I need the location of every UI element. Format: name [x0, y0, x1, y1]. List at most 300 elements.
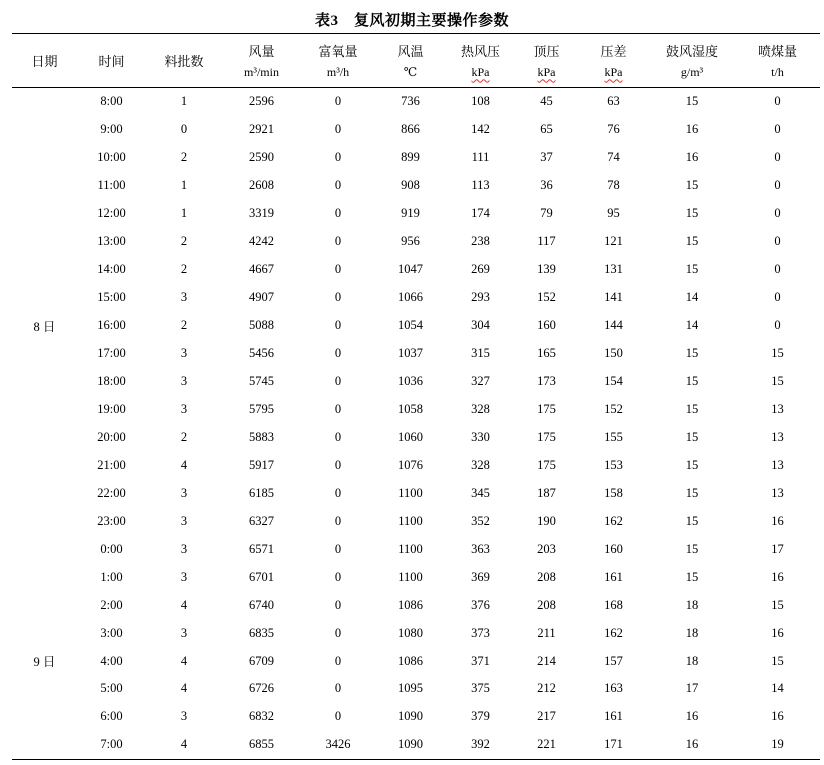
cell-blast-volume: 6185: [249, 485, 274, 500]
cell-date: 8 日: [33, 319, 56, 334]
table-row: [12, 423, 820, 451]
header-label: 料批数: [164, 54, 204, 69]
cell-blast-volume: 5795: [249, 401, 274, 416]
cell-pressure-difference: 141: [604, 290, 623, 305]
cell-blast-temperature: 866: [401, 122, 420, 137]
cell-time: 14:00: [97, 262, 126, 277]
cell-date: [12, 256, 77, 284]
cell-oxygen-enrichment: 0: [334, 709, 342, 724]
cell-oxygen-enrichment: 0: [334, 374, 342, 388]
cell-time: 9:00: [100, 122, 123, 137]
cell-date: [12, 368, 77, 396]
cell-top-pressure: 221: [537, 737, 556, 752]
header-batch-count: [146, 34, 222, 87]
header-label: 压差: [600, 43, 627, 59]
cell-blast-humidity: 15: [685, 374, 699, 388]
cell-time: 6:00: [100, 709, 123, 724]
cell-blast-temperature: 1100: [398, 485, 423, 500]
cell-blast-volume: 3319: [249, 206, 274, 221]
cell-date: [12, 563, 77, 591]
cell-time: 22:00: [97, 485, 126, 500]
header-unit: kPa: [537, 65, 556, 80]
table-header: [12, 34, 820, 88]
cell-blast-temperature: 919: [401, 206, 420, 221]
cell-top-pressure: 214: [537, 653, 556, 668]
cell-blast-humidity: 15: [685, 401, 699, 416]
cell-top-pressure: 45: [540, 94, 553, 109]
cell-batch-count: 3: [180, 513, 188, 528]
cell-time: 19:00: [97, 401, 126, 416]
cell-time: 3:00: [100, 625, 123, 640]
table-row: [12, 172, 820, 200]
cell-coal-injection: 13: [771, 429, 784, 444]
cell-time: 10:00: [97, 150, 126, 165]
cell-blast-humidity: 15: [685, 541, 699, 556]
cell-oxygen-enrichment: 0: [334, 150, 342, 165]
cell-batch-count: 3: [180, 541, 188, 556]
cell-time: 8:00: [100, 94, 123, 109]
cell-hot-blast-pressure: 142: [471, 122, 490, 137]
cell-blast-volume: 2590: [249, 150, 274, 165]
cell-blast-volume: 4907: [249, 290, 274, 305]
cell-date: [12, 116, 77, 144]
cell-oxygen-enrichment: 0: [334, 653, 342, 668]
table-row: [12, 395, 820, 423]
cell-top-pressure: 65: [540, 122, 553, 137]
cell-top-pressure: 203: [537, 541, 556, 556]
cell-batch-count: 2: [180, 150, 188, 165]
cell-coal-injection: 17: [771, 541, 784, 556]
cell-hot-blast-pressure: 304: [471, 318, 490, 333]
cell-blast-temperature: 1037: [398, 346, 423, 361]
cell-batch-count: 3: [180, 709, 188, 724]
cell-oxygen-enrichment: 0: [334, 485, 342, 500]
cell-hot-blast-pressure: 108: [471, 94, 490, 109]
cell-batch-count: 3: [180, 374, 188, 388]
cell-blast-humidity: 15: [685, 513, 699, 528]
header-blast-humidity: [649, 34, 735, 87]
table-row: [12, 731, 820, 759]
cell-batch-count: 1: [180, 178, 188, 193]
cell-oxygen-enrichment: 3426: [325, 737, 351, 752]
cell-hot-blast-pressure: 376: [471, 597, 490, 612]
cell-blast-temperature: 1100: [398, 513, 423, 528]
cell-blast-volume: 6571: [249, 541, 274, 556]
operating-parameters-table: [12, 33, 820, 760]
cell-hot-blast-pressure: 345: [471, 485, 490, 500]
header-date: [12, 34, 77, 87]
cell-hot-blast-pressure: 375: [471, 681, 490, 696]
cell-date: [12, 619, 77, 647]
header-label: 顶压: [533, 43, 560, 59]
cell-hot-blast-pressure: 328: [471, 401, 490, 416]
cell-pressure-difference: 160: [604, 541, 623, 556]
cell-batch-count: 3: [180, 401, 188, 416]
cell-hot-blast-pressure: 330: [471, 429, 490, 444]
cell-time: 5:00: [100, 681, 123, 696]
cell-top-pressure: 36: [540, 178, 553, 193]
cell-batch-count: 4: [180, 457, 188, 472]
cell-blast-volume: 2596: [249, 94, 274, 109]
cell-blast-temperature: 1054: [398, 318, 423, 333]
cell-coal-injection: 0: [774, 150, 781, 165]
cell-hot-blast-pressure: 327: [471, 374, 490, 388]
cell-top-pressure: 165: [537, 346, 556, 361]
cell-batch-count: 2: [180, 429, 188, 444]
cell-hot-blast-pressure: 392: [471, 737, 490, 752]
cell-blast-humidity: 15: [685, 569, 699, 584]
cell-top-pressure: 173: [537, 374, 556, 388]
cell-time: 7:00: [100, 737, 123, 752]
cell-blast-temperature: 736: [401, 94, 420, 109]
cell-hot-blast-pressure: 373: [471, 625, 490, 640]
cell-coal-injection: 13: [771, 401, 784, 416]
header-label: 富氧量: [318, 43, 358, 59]
table-title: 表3 复风初期主要操作参数: [314, 13, 509, 29]
cell-coal-injection: 0: [774, 122, 781, 137]
cell-top-pressure: 79: [540, 206, 553, 221]
cell-top-pressure: 175: [537, 401, 556, 416]
cell-pressure-difference: 155: [604, 429, 623, 444]
cell-top-pressure: 217: [537, 709, 556, 724]
cell-pressure-difference: 168: [604, 597, 623, 612]
cell-time: 0:00: [100, 541, 123, 556]
cell-oxygen-enrichment: 0: [334, 318, 342, 333]
cell-blast-humidity: 15: [685, 178, 699, 193]
cell-date: 9 日: [33, 655, 56, 670]
cell-date: [12, 675, 77, 703]
cell-coal-injection: 15: [771, 346, 784, 361]
cell-time: 21:00: [97, 457, 126, 472]
cell-pressure-difference: 150: [604, 346, 623, 361]
header-unit: t/h: [771, 65, 784, 80]
header-label: 鼓风湿度: [665, 43, 718, 59]
cell-batch-count: 1: [180, 206, 188, 221]
cell-coal-injection: 0: [774, 178, 781, 193]
table-row: [12, 368, 820, 396]
cell-blast-humidity: 17: [685, 681, 699, 696]
header-label: 风量: [248, 43, 275, 59]
cell-date: [12, 731, 77, 759]
cell-oxygen-enrichment: 0: [334, 94, 342, 109]
cell-top-pressure: 190: [537, 513, 556, 528]
header-unit: ℃: [403, 65, 418, 80]
cell-time: 12:00: [97, 206, 126, 221]
cell-top-pressure: 175: [537, 457, 556, 472]
cell-hot-blast-pressure: 371: [471, 653, 490, 668]
cell-time: 1:00: [100, 569, 123, 584]
cell-batch-count: 3: [180, 290, 188, 305]
cell-date: [12, 200, 77, 228]
cell-blast-volume: 6709: [249, 653, 274, 668]
cell-hot-blast-pressure: 369: [471, 569, 490, 584]
cell-hot-blast-pressure: 363: [471, 541, 490, 556]
table-row: [12, 535, 820, 563]
cell-blast-humidity: 15: [685, 206, 699, 221]
cell-blast-volume: 5745: [249, 374, 274, 388]
cell-time: 16:00: [97, 318, 126, 333]
table-row: [12, 116, 820, 144]
cell-coal-injection: 0: [774, 234, 781, 249]
table-row: [12, 703, 820, 731]
cell-date: [12, 172, 77, 200]
cell-top-pressure: 175: [537, 429, 556, 444]
header-top-pressure: [515, 34, 578, 87]
cell-time: 4:00: [100, 653, 123, 668]
cell-coal-injection: 16: [771, 513, 784, 528]
cell-pressure-difference: 158: [604, 485, 623, 500]
cell-blast-humidity: 16: [685, 737, 699, 752]
cell-hot-blast-pressure: 315: [471, 346, 490, 361]
header-unit: m³/h: [326, 65, 350, 80]
cell-hot-blast-pressure: 113: [471, 178, 490, 193]
cell-pressure-difference: 121: [604, 234, 623, 249]
table-row: [12, 228, 820, 256]
cell-top-pressure: 211: [537, 625, 556, 640]
cell-batch-count: 2: [180, 318, 188, 333]
cell-blast-humidity: 14: [685, 318, 699, 333]
cell-blast-humidity: 15: [685, 346, 699, 361]
cell-batch-count: 1: [180, 94, 188, 109]
cell-date: [12, 340, 77, 368]
cell-coal-injection: 0: [774, 262, 781, 277]
cell-top-pressure: 152: [537, 290, 556, 305]
cell-blast-temperature: 1066: [398, 290, 423, 305]
cell-top-pressure: 208: [537, 597, 556, 612]
cell-blast-volume: 6740: [249, 597, 274, 612]
cell-time: 17:00: [97, 346, 126, 361]
cell-blast-humidity: 18: [685, 653, 699, 668]
cell-pressure-difference: 162: [604, 513, 623, 528]
cell-oxygen-enrichment: 0: [334, 597, 342, 612]
cell-pressure-difference: 76: [607, 122, 620, 137]
cell-blast-temperature: 1080: [398, 625, 423, 640]
cell-pressure-difference: 78: [607, 178, 620, 193]
cell-date: [12, 451, 77, 479]
table-row: [12, 200, 820, 228]
cell-time: 18:00: [97, 374, 126, 388]
cell-blast-volume: 5088: [249, 318, 274, 333]
cell-blast-temperature: 1086: [398, 597, 423, 612]
cell-oxygen-enrichment: 0: [334, 541, 342, 556]
cell-blast-volume: 6835: [249, 625, 274, 640]
cell-blast-temperature: 1060: [398, 429, 423, 444]
cell-hot-blast-pressure: 111: [471, 150, 490, 165]
table-row: [12, 312, 820, 340]
cell-coal-injection: 0: [774, 206, 781, 221]
cell-date: [12, 507, 77, 535]
table-row: [12, 563, 820, 591]
cell-coal-injection: 15: [771, 374, 784, 388]
cell-coal-injection: 15: [771, 653, 784, 668]
cell-batch-count: 4: [180, 653, 188, 668]
cell-blast-volume: 2608: [249, 178, 274, 193]
header-blast-temperature: [375, 34, 446, 87]
cell-batch-count: 4: [180, 737, 188, 752]
header-unit: m³/min: [244, 65, 279, 80]
cell-time: 2:00: [100, 597, 123, 612]
cell-hot-blast-pressure: 328: [471, 457, 490, 472]
cell-blast-humidity: 15: [685, 262, 699, 277]
cell-pressure-difference: 131: [604, 262, 623, 277]
cell-oxygen-enrichment: 0: [334, 234, 342, 249]
cell-hot-blast-pressure: 238: [471, 234, 490, 249]
table-row: [12, 619, 820, 647]
cell-coal-injection: 16: [771, 569, 784, 584]
table-row: [12, 144, 820, 172]
header-unit: kPa: [604, 65, 623, 80]
cell-top-pressure: 212: [537, 681, 556, 696]
cell-blast-humidity: 15: [685, 485, 699, 500]
cell-blast-temperature: 1086: [398, 653, 423, 668]
cell-blast-temperature: 1058: [398, 401, 423, 416]
table-row: [12, 88, 820, 116]
cell-pressure-difference: 153: [604, 457, 623, 472]
cell-blast-humidity: 15: [685, 234, 699, 249]
cell-date: [12, 395, 77, 423]
cell-batch-count: 4: [180, 597, 188, 612]
cell-blast-volume: 5456: [249, 346, 274, 361]
cell-blast-humidity: 16: [685, 150, 699, 165]
cell-blast-volume: 6726: [249, 681, 274, 696]
cell-blast-volume: 6327: [249, 513, 274, 528]
cell-blast-humidity: 18: [685, 597, 699, 612]
cell-hot-blast-pressure: 352: [471, 513, 490, 528]
cell-oxygen-enrichment: 0: [334, 681, 342, 696]
cell-pressure-difference: 95: [607, 206, 620, 221]
cell-coal-injection: 13: [771, 485, 784, 500]
cell-coal-injection: 15: [771, 597, 784, 612]
cell-oxygen-enrichment: 0: [334, 206, 342, 221]
cell-oxygen-enrichment: 0: [334, 401, 342, 416]
header-label: 时间: [98, 54, 125, 69]
cell-pressure-difference: 74: [607, 150, 620, 165]
cell-oxygen-enrichment: 0: [334, 346, 342, 361]
cell-hot-blast-pressure: 174: [471, 206, 490, 221]
cell-pressure-difference: 152: [604, 401, 623, 416]
cell-blast-temperature: 1090: [398, 737, 423, 752]
cell-blast-humidity: 16: [685, 709, 699, 724]
cell-blast-temperature: 908: [401, 178, 420, 193]
cell-blast-volume: 5883: [249, 429, 274, 444]
cell-pressure-difference: 161: [604, 709, 623, 724]
cell-blast-volume: 4667: [249, 262, 274, 277]
cell-batch-count: 0: [180, 122, 188, 137]
table-row: [12, 340, 820, 368]
cell-date: [12, 228, 77, 256]
header-hot-blast-pressure: [446, 34, 515, 87]
cell-top-pressure: 187: [537, 485, 556, 500]
cell-blast-humidity: 18: [685, 625, 699, 640]
table-row: [12, 284, 820, 312]
table-row: [12, 675, 820, 703]
cell-blast-temperature: 1090: [398, 709, 423, 724]
cell-date: [12, 423, 77, 451]
cell-blast-temperature: 1047: [398, 262, 423, 277]
cell-time: 11:00: [97, 178, 126, 193]
header-unit: g/m³: [680, 65, 704, 80]
header-label: 日期: [31, 54, 58, 69]
cell-oxygen-enrichment: 0: [334, 569, 342, 584]
cell-date: [12, 703, 77, 731]
cell-batch-count: 3: [180, 485, 188, 500]
cell-blast-temperature: 899: [401, 150, 420, 165]
cell-coal-injection: 14: [771, 681, 784, 696]
cell-date: [12, 535, 77, 563]
header-label: 热风压: [460, 43, 500, 59]
cell-blast-volume: 6701: [249, 569, 274, 584]
cell-batch-count: 3: [180, 346, 188, 361]
cell-top-pressure: 208: [537, 569, 556, 584]
cell-coal-injection: 0: [774, 94, 781, 109]
cell-coal-injection: 19: [771, 737, 784, 752]
header-oxygen-enrichment: [301, 34, 375, 87]
cell-blast-humidity: 16: [685, 122, 699, 137]
cell-coal-injection: 16: [771, 709, 784, 724]
table-row: [12, 507, 820, 535]
cell-blast-humidity: 15: [685, 457, 699, 472]
cell-oxygen-enrichment: 0: [334, 122, 342, 137]
cell-blast-temperature: 1100: [398, 541, 423, 556]
cell-oxygen-enrichment: 0: [334, 429, 342, 444]
cell-coal-injection: 16: [771, 625, 784, 640]
cell-time: 15:00: [97, 290, 126, 305]
cell-blast-humidity: 15: [685, 94, 699, 109]
cell-oxygen-enrichment: 0: [334, 457, 342, 472]
cell-oxygen-enrichment: 0: [334, 178, 342, 193]
cell-pressure-difference: 154: [604, 374, 623, 388]
cell-oxygen-enrichment: 0: [334, 625, 342, 640]
cell-date: [12, 284, 77, 312]
cell-top-pressure: 117: [537, 234, 556, 249]
cell-date: [12, 591, 77, 619]
header-blast-volume: [222, 34, 301, 87]
cell-pressure-difference: 161: [604, 569, 623, 584]
cell-pressure-difference: 162: [604, 625, 623, 640]
cell-top-pressure: 160: [537, 318, 556, 333]
cell-date: [12, 88, 77, 116]
cell-blast-humidity: 15: [685, 429, 699, 444]
cell-batch-count: 4: [180, 681, 188, 696]
cell-blast-volume: 4242: [249, 234, 274, 249]
cell-top-pressure: 139: [537, 262, 556, 277]
cell-time: 20:00: [97, 429, 126, 444]
cell-batch-count: 2: [180, 262, 188, 277]
cell-pressure-difference: 171: [604, 737, 623, 752]
cell-oxygen-enrichment: 0: [334, 290, 342, 305]
table-body: [12, 88, 820, 759]
cell-pressure-difference: 157: [604, 653, 623, 668]
cell-blast-temperature: 1076: [398, 457, 423, 472]
cell-blast-temperature: 1095: [398, 681, 423, 696]
table-row: [12, 591, 820, 619]
cell-hot-blast-pressure: 269: [471, 262, 490, 277]
cell-hot-blast-pressure: 379: [471, 709, 490, 724]
cell-batch-count: 3: [180, 625, 188, 640]
header-unit: kPa: [471, 65, 490, 80]
table-row: [12, 479, 820, 507]
cell-pressure-difference: 144: [604, 318, 623, 333]
cell-time: 13:00: [97, 234, 126, 249]
table-row: [12, 451, 820, 479]
cell-top-pressure: 37: [540, 150, 553, 165]
cell-pressure-difference: 163: [604, 681, 623, 696]
cell-blast-volume: 5917: [249, 457, 274, 472]
cell-hot-blast-pressure: 293: [471, 290, 490, 305]
header-pressure-difference: [578, 34, 649, 87]
table-row: [12, 647, 820, 675]
header-time: [77, 34, 146, 87]
